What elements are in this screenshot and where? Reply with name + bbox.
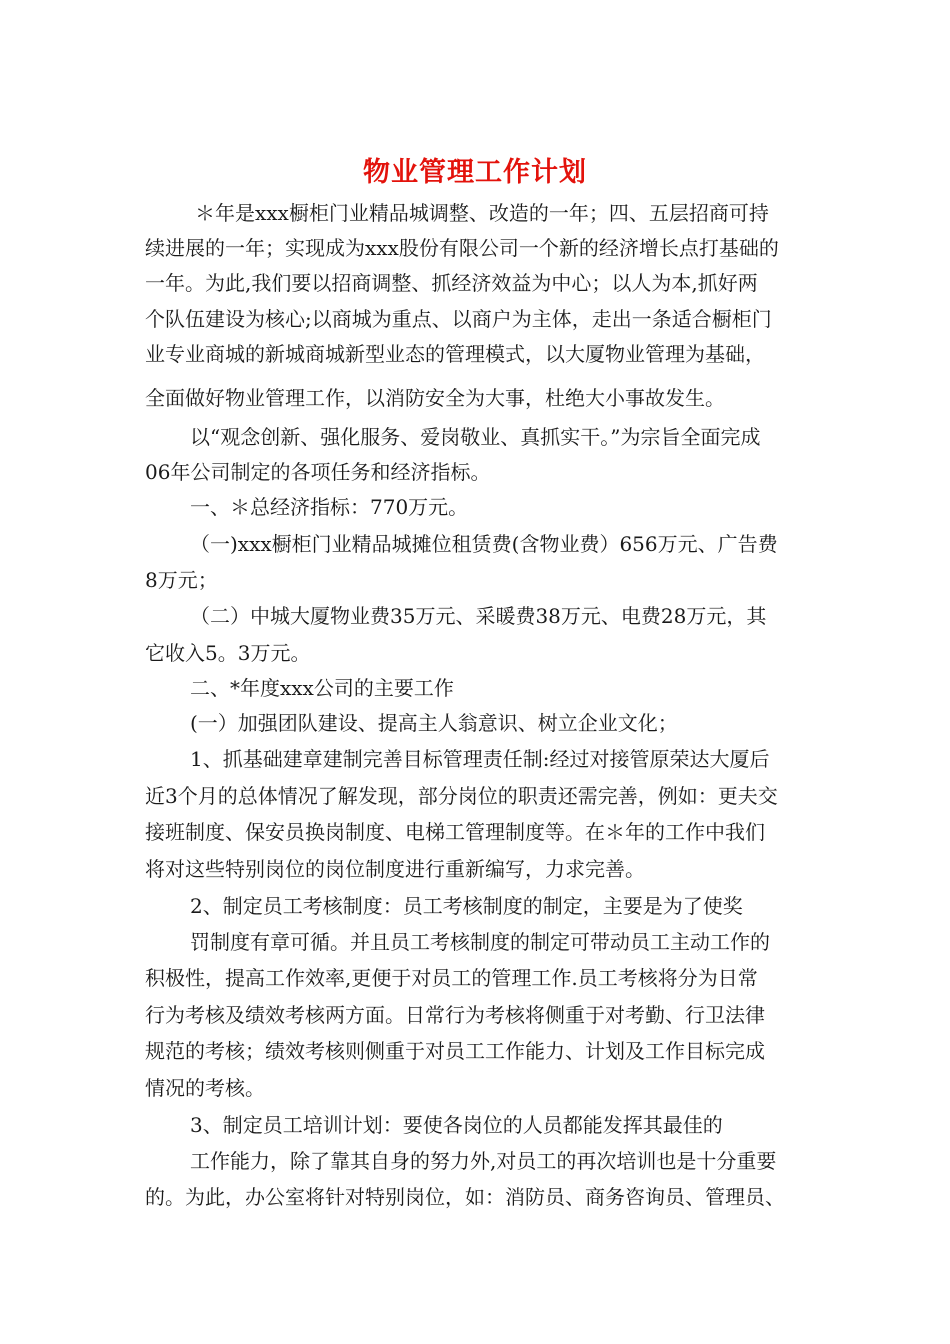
body-line: 以“观念创新、强化服务、爱岗敬业、真抓实干。”为宗旨全面完成 [190, 425, 761, 449]
body-line: 将对这些特别岗位的岗位制度进行重新编写，力求完善。 [145, 857, 645, 881]
document-title: 物业管理工作计划 [363, 157, 587, 188]
body-line: （二）中城大厦物业费35万元、采暖费38万元、电费28万元，其 [190, 604, 767, 628]
subsection-heading: (一）加强团队建设、提高主人翁意识、树立企业文化； [190, 711, 678, 735]
body-line: 行为考核及绩效考核两方面。日常行为考核将侧重于对考勤、行卫法律 [145, 1003, 765, 1027]
body-line: ＊年是xxx橱柜门业精品城调整、改造的一年；四、五层招商可持 [195, 201, 769, 225]
body-line: 业专业商城的新城商城新型业态的管理模式，以大厦物业管理为基础， [145, 342, 765, 366]
body-line: 近3个月的总体情况了解发现，部分岗位的职责还需完善，例如：更夫交 [145, 784, 778, 808]
section-heading: 一、＊总经济指标：770万元。 [190, 495, 469, 519]
body-line: 3、制定员工培训计划：要使各岗位的人员都能发挥其最佳的 [190, 1113, 723, 1137]
body-line: 情况的考核。 [145, 1076, 265, 1100]
body-line: 续进展的一年；实现成为xxx股份有限公司一个新的经济增长点打基础的 [145, 236, 779, 260]
body-line: 它收入5。3万元。 [145, 641, 311, 665]
body-line: 个队伍建设为核心;以商城为重点、以商户为主体，走出一条适合橱柜门 [145, 307, 772, 331]
body-line: 06年公司制定的各项任务和经济指标。 [145, 460, 491, 484]
body-line: 罚制度有章可循。并且员工考核制度的制定可带动员工主动工作的 [190, 930, 770, 954]
body-line: 工作能力，除了靠其自身的努力外,对员工的再次培训也是十分重要 [190, 1149, 777, 1173]
body-line: 全面做好物业管理工作，以消防安全为大事，杜绝大小事故发生。 [145, 386, 725, 410]
body-line: 规范的考核；绩效考核则侧重于对员工工作能力、计划及工作目标完成 [145, 1039, 765, 1063]
body-line: 2、制定员工考核制度：员工考核制度的制定，主要是为了使奖 [190, 894, 743, 918]
body-line: （一)xxx橱柜门业精品城摊位租赁费(含物业费）656万元、广告费 [190, 532, 778, 556]
body-line: 一年。为此,我们要以招商调整、抓经济效益为中心；以人为本,抓好两 [145, 271, 758, 295]
body-line: 的。为此，办公室将针对特别岗位，如：消防员、商务咨询员、管理员、 [145, 1185, 785, 1209]
body-line: 1、抓基础建章建制完善目标管理责任制:经过对接管原荣达大厦后 [190, 747, 770, 771]
section-heading: 二、*年度xxx公司的主要工作 [190, 676, 454, 700]
body-line: 8万元； [145, 568, 218, 592]
body-line: 接班制度、保安员换岗制度、电梯工管理制度等。在＊年的工作中我们 [145, 820, 765, 844]
body-line: 积极性，提高工作效率,更便于对员工的管理工作.员工考核将分为日常 [145, 966, 758, 990]
